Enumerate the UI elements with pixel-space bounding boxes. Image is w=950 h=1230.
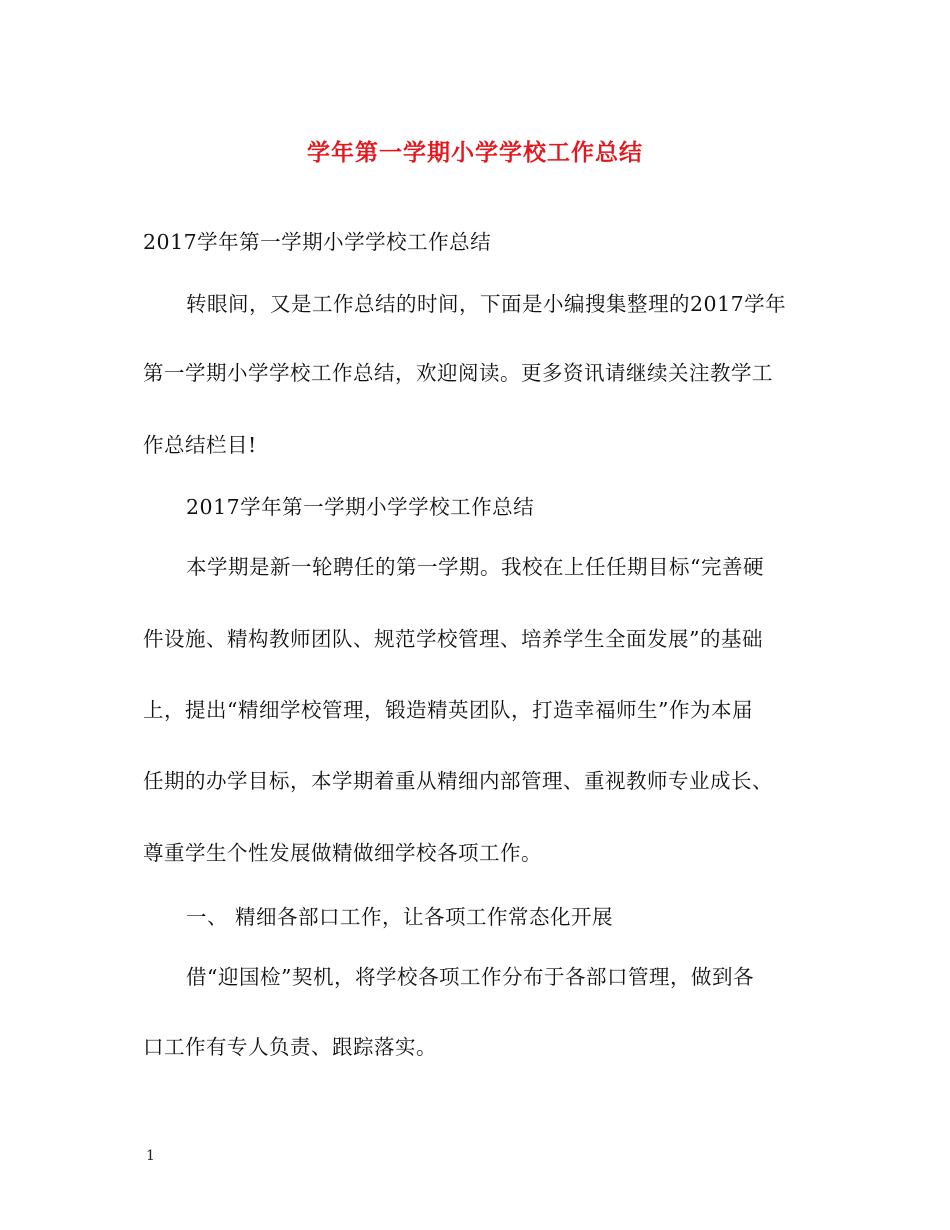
document-title: 学年第一学期小学学校工作总结: [307, 139, 643, 166]
paragraph-line: 转眼间，又是工作总结的时间，下面是小编搜集整理的2017学年: [186, 292, 787, 316]
page-number: 1: [146, 1148, 155, 1164]
section-heading: 一、 精细各部口工作，让各项工作常态化开展: [186, 905, 614, 929]
paragraph-line: 借“迎国检”契机，将学校各项工作分布于各部口管理，做到各: [186, 965, 754, 989]
paragraph-line: 件设施、精构教师团队、规范学校管理、培养学生全面发展”的基础: [143, 627, 763, 651]
paragraph-line: 上，提出“精细学校管理，锻造精英团队，打造幸福师生”作为本届: [143, 698, 753, 722]
paragraph-line: 第一学期小学学校工作总结，欢迎阅读。更多资讯请继续关注教学工: [143, 361, 773, 385]
section-heading: 2017学年第一学期小学学校工作总结: [186, 495, 535, 519]
paragraph-line: 口工作有专人负责、跟踪落实。: [143, 1035, 437, 1059]
paragraph-line: 作总结栏目!: [143, 433, 257, 457]
subtitle-line: 2017学年第一学期小学学校工作总结: [143, 230, 492, 254]
paragraph-line: 本学期是新一轮聘任的第一学期。我校在上任任期目标“完善硬: [186, 555, 764, 579]
paragraph-line: 任期的办学目标，本学期着重从精细内部管理、重视教师专业成长、: [143, 769, 773, 793]
paragraph-line: 尊重学生个性发展做精做细学校各项工作。: [143, 841, 542, 865]
